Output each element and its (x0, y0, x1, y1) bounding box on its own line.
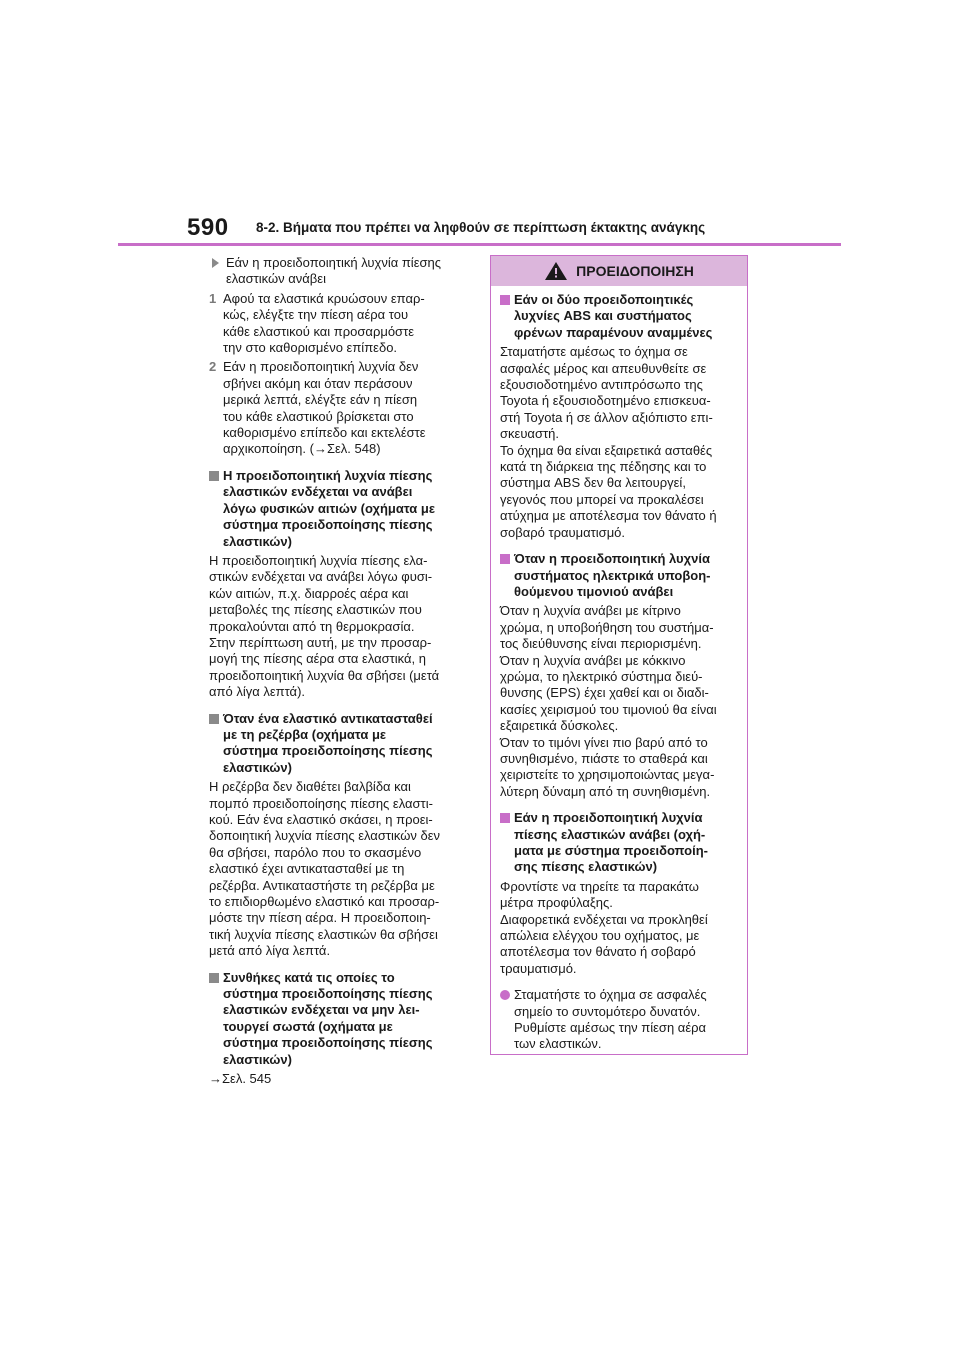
warning-section-body: Όταν η λυχνία ανάβει με κίτρινο χρώμα, η υποβοήθηση του συστήμα- τος διεύθυνσης είναι περιορισμένη. Όταν η λυχνία ανάβει με κόκκινο χρώμα, το ηλεκτρικό σύστημα διεύ- θυνσης (EPS) έχει χαθεί και οι διαδι- κασίες χειρισμού του τιμονιού θα είναι εξαιρετικά δύσκολες. Όταν το τιμόνι γίνει πιο βαρύ από το συνηθισμένο, πιάστε το σταθερά και χειριστείτε το χρησιμοποιώντας μεγα- λύτερη δύναμη από τη συνηθισμένη. (500, 603, 717, 799)
section-heading (209, 711, 467, 777)
section-heading (209, 970, 467, 1068)
square-bullet-icon (500, 554, 510, 564)
square-bullet-icon (500, 813, 510, 823)
section-body: Η προειδοποιητική λυχνία πίεσης ελα- στικών ενδέχεται να ανάβει λόγω φυσι- κών αιτιών, π.χ. διαρροές αέρα και μεταβολές της πίεσης ελαστικών που προκαλούνται από τη θερμοκρασία. Στην περίπτωση αυτή, με την προσαρ- μογή της πίεσης αέρα στα ελαστικά, η προειδοποιητική λυχνία θα σβήσει (μετά από λίγα λεπτά). (209, 552, 440, 700)
section-title: Συνθήκες κατά τις οποίες το σύστημα προειδοποίησης πίεσης ελαστικών ενδέχεται να μην λει- τουργεί σωστά (οχήματα με σύστημα προειδοποίησης πίεσης ελαστικών) (223, 969, 433, 1067)
warning-section-body: Σταματήστε αμέσως το όχημα σε ασφαλές μέρος και απευθυνθείτε σε εξουσιοδοτημένο αντιπρόσωπο της Toyota ή εξουσιοδοτημένο επισκευα- στή Toyota ή σε άλλον αξιόπιστο επι- σκευαστή. Το όχημα θα είναι εξαιρετικά ασταθές κατά τη διάρκεια της πέδησης και το σύστημα ABS δεν θα λειτουργεί, γεγονός που μπορεί να προκαλέσει ατύχημα με αποτέλεσμα τον θάνατο ή σοβαρό τραυματισμό. (500, 344, 717, 540)
warning-section-heading (500, 810, 738, 876)
section-heading (209, 468, 467, 550)
section-body: Η ρεζέρβα δεν διαθέτει βαλβίδα και πομπό προειδοποίησης πίεσης ελαστι- κού. Εάν ένα ελαστικό σκάσει, η προει- δοποιητική λυχνία πίεσης ελαστικών δεν θα σβήσει, παρόλο που το σκασμένο ελαστικό έχει αντικατασταθεί με τη ρεζέρβα. Αντικαταστήστε τη ρεζέρβα με το επιδιορθωμένο ελαστικό και προσαρ- μόστε την πίεση αέρα. Η προειδοποιη- τική λυχνία πίεσης ελαστικών θα σβήσει μετά από λίγα λεπτά. (209, 779, 440, 959)
warning-section-title: Όταν η προειδοποιητική λυχνία συστήματος ηλεκτρικά υποβοη- θούμενου τιμονιού ανάβει (514, 551, 711, 599)
square-bullet-icon (209, 471, 219, 481)
warning-section-body: Φροντίστε να τηρείτε τα παρακάτω μέτρα προφύλαξης. Διαφορετικά ενδέχεται να προκληθεί απώλεια ελέγχου του οχήματος, με αποτέλεσμα τον θάνατο ή σοβαρό τραυματισμό. (500, 878, 708, 976)
warning-bullet-text: Σταματήστε το όχημα σε ασφαλές σημείο το συντομότερο δυνατόν. Ρυθμίστε αμέσως την πίεση αέρα των ελαστικών. (514, 987, 707, 1052)
step-number: 2 (209, 359, 217, 375)
page-reference: →Σελ. 545 (209, 1071, 272, 1087)
warning-section-title: Εάν η προειδοποιητική λυχνία πίεσης ελαστικών ανάβει (οχή- ματα με σύστημα προειδοποίη- σης πίεσης ελαστικών) (514, 810, 708, 875)
step-number: 1 (209, 290, 217, 306)
intro-heading (209, 255, 467, 288)
intro-text: Εάν η προειδοποιητική λυχνία πίεσης ελαστικών ανάβει (226, 255, 442, 287)
header-divider (118, 243, 841, 246)
circle-bullet-icon (500, 990, 510, 1000)
step-2 (209, 359, 467, 457)
warning-section-heading (500, 292, 738, 341)
warning-box (490, 255, 748, 1055)
warning-title: ΠΡΟΕΙΔΟΠΟΙΗΣΗ (576, 262, 694, 279)
section-title: Η προειδοποιητική λυχνία πίεσης ελαστικών ενδέχεται να ανάβει λόγω φυσικών αιτιών (οχήματα με σύστημα προειδοποίησης πίεσης ελαστικών) (223, 467, 436, 549)
warning-bullet (500, 987, 738, 1053)
step-1 (209, 291, 467, 357)
triangle-bullet-icon (212, 258, 219, 268)
warning-triangle-icon (544, 261, 568, 281)
warning-section-title: Εάν οι δύο προειδοποιητικές λυχνίες ABS και συστήματος φρένων παραμένουν αναμμένες (514, 292, 713, 340)
section-title: Όταν ένα ελαστικό αντικατασταθεί με τη ρεζέρβα (οχήματα με σύστημα προειδοποίησης πίεσης ελαστικών) (223, 710, 433, 775)
left-column (209, 255, 467, 1088)
step-text: Αφού τα ελαστικά κρυώσουν επαρ- κώς, ελέγξτε την πίεση αέρα του κάθε ελαστικού και προσαρμόστε την στο καθορισμένο επίπεδο. (223, 290, 425, 356)
square-bullet-icon (500, 295, 510, 305)
square-bullet-icon (209, 973, 219, 983)
warning-header (491, 256, 747, 286)
chapter-title: 8-2. Βήματα που πρέπει να ληφθούν σε περίπτωση έκτακτης ανάγκης (256, 220, 706, 235)
square-bullet-icon (209, 714, 219, 724)
warning-section-heading (500, 551, 738, 600)
step-text: Εάν η προειδοποιητική λυχνία δεν σβήνει ακόμη και όταν περάσουν μερικά λεπτά, ελέγξτε εάν η πίεση του κάθε ελαστικού βρίσκεται στο καθορισμένο επίπεδο και εκτελέστε αρχικοποίηση. (→Σελ. 548) (223, 359, 426, 457)
warning-body (491, 286, 747, 1053)
page-number: 590 (187, 214, 229, 241)
